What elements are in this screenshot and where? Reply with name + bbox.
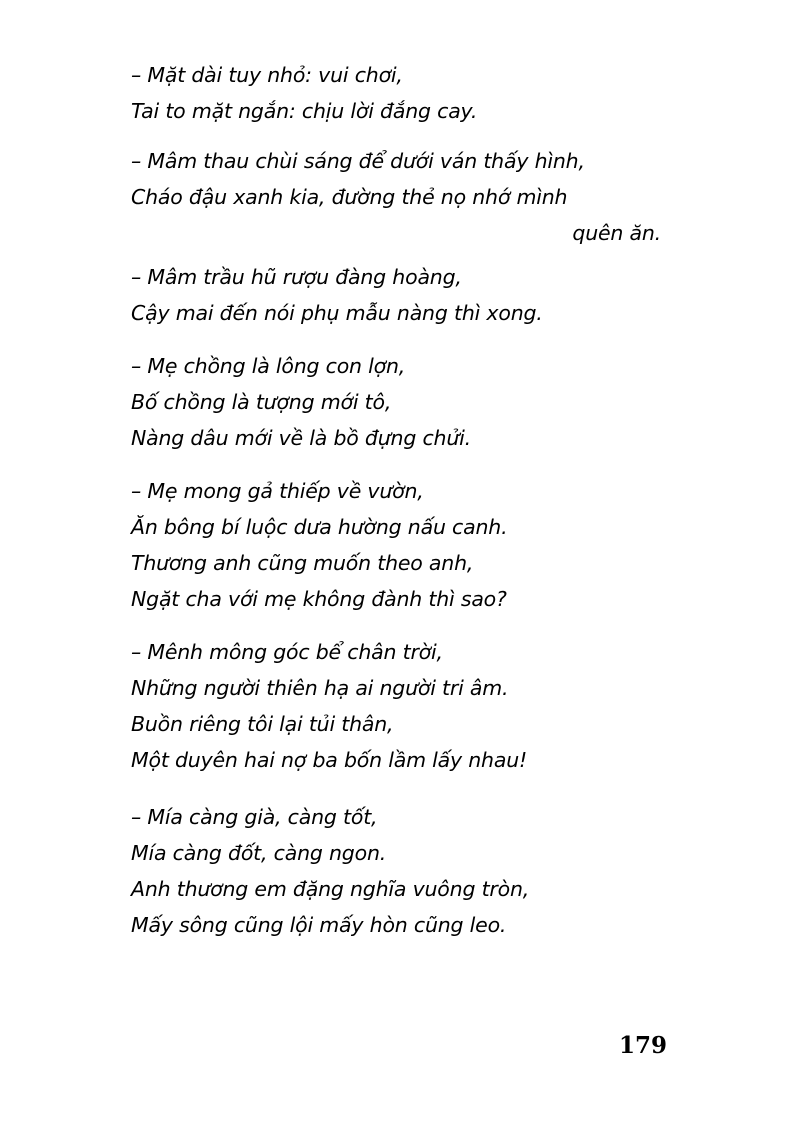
verse-line: Cậy mai đến nói phụ mẫu nàng thì xong.	[131, 301, 543, 325]
verse-line: Nàng dâu mới về là bồ đựng chửi.	[131, 426, 471, 450]
verse-line: Những người thiên hạ ai người tri âm.	[131, 676, 509, 700]
verse-line: Buồn riêng tôi lại tủi thân,	[131, 712, 394, 736]
verse-line: Mấy sông cũng lội mấy hòn cũng leo.	[131, 913, 507, 937]
stanza-1	[131, 57, 671, 129]
stanza-6	[131, 634, 671, 778]
verse-line: – Mặt dài tuy nhỏ: vui chơi,	[131, 63, 403, 87]
verse-line: Ăn bông bí luộc dưa hường nấu canh.	[131, 515, 508, 539]
stanza-2	[131, 143, 671, 251]
verse-line: – Mẹ chồng là lông con lợn,	[131, 354, 406, 378]
verse-line: Thương anh cũng muốn theo anh,	[131, 551, 474, 575]
verse-line: – Mâm trầu hũ rượu đàng hoàng,	[131, 265, 462, 289]
verse-line: – Mênh mông góc bể chân trời,	[131, 640, 443, 664]
verse-line: Anh thương em đặng nghĩa vuông tròn,	[131, 877, 530, 901]
verse-line: Cháo đậu xanh kia, đường thẻ nọ nhớ mình	[131, 185, 568, 209]
verse-line: Ngặt cha với mẹ không đành thì sao?	[131, 587, 507, 611]
verse-line: Bố chồng là tượng mới tô,	[131, 390, 392, 414]
stanza-4	[131, 348, 671, 456]
verse-line: – Mẹ mong gả thiếp về vườn,	[131, 479, 424, 503]
page-number: 179	[618, 1032, 667, 1059]
verse-line: Tai to mặt ngắn: chịu lời đắng cay.	[131, 99, 478, 123]
stanza-3	[131, 259, 671, 331]
stanza-5	[131, 473, 671, 617]
verse-line-continuation: quên ăn.	[572, 221, 661, 245]
verse-line: – Mâm thau chùi sáng để dưới ván thấy hình,	[131, 149, 585, 173]
verse-line: Một duyên hai nợ ba bốn lầm lấy nhau!	[131, 748, 528, 772]
stanza-7	[131, 799, 671, 943]
verse-line: – Mía càng già, càng tốt,	[131, 805, 378, 829]
verse-line: Mía càng đốt, càng ngon.	[131, 841, 387, 865]
